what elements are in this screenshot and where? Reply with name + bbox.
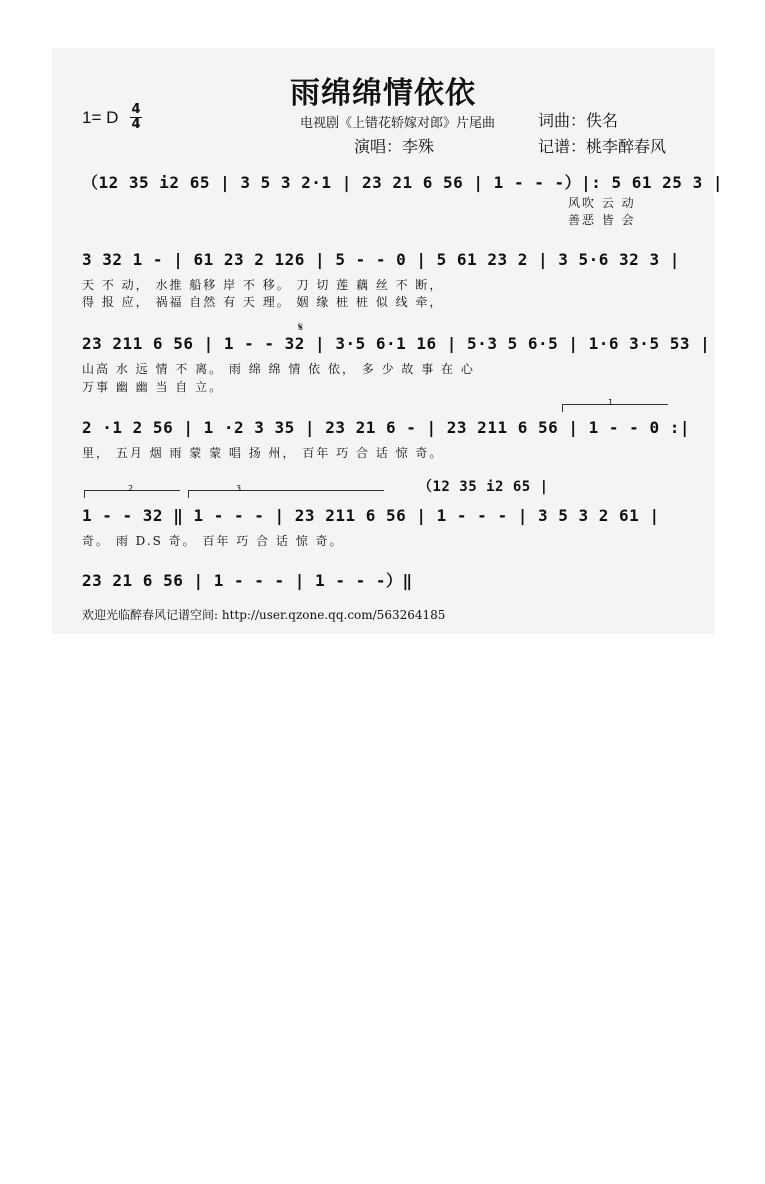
meter-top: 4 [131, 102, 141, 117]
lyricist: 词曲：佚名 [538, 111, 619, 130]
lyric-line-3-verse-2: 万事 幽 幽 当 自 立。 [82, 380, 224, 394]
interlude-notes: （12 35 i2 65 | [418, 479, 549, 495]
staff-line-1: （12 35 i2 65 | 3 5 3 2·1 | 23 21 6 56 | 1 - - -）|: 5 61 25 3 | [82, 173, 723, 192]
transcriber: 记谱：桃李醉春风 [538, 137, 667, 156]
volta-3-label: 3 [236, 484, 242, 493]
singer: 演唱：李殊 [354, 137, 435, 156]
subtitle: 电视剧《上错花轿嫁对郎》片尾曲 [300, 116, 496, 131]
staff-line-4: 2 ·1 2 56 | 1 ·2 3 35 | 23 21 6 - | 23 211 6 56 | 1 - - 0 :| [82, 418, 690, 437]
lyric-line-4: 里， 五月 烟 雨 蒙 蒙 唱 扬 州， 百年 巧 合 话 惊 奇。 [82, 446, 444, 460]
score-sheet [52, 48, 723, 634]
segno-sign: 𝄋 [298, 320, 304, 334]
footer-link[interactable]: 欢迎光临醉春风记谱空间: http://user.qzone.qq.com/563264185 [82, 608, 446, 622]
lyric-line-2-verse-1: 天 不 动， 水推 船移 岸 不 移。 刀 切 莲 藕 丝 不 断， [82, 278, 444, 292]
lyric-line-5: 奇。 雨 D.S 奇。 百年 巧 合 话 惊 奇。 [82, 534, 344, 548]
song-title: 雨绵绵情依依 [290, 76, 476, 111]
lyric-line-3-verse-1: 山高 水 远 情 不 离。 雨 绵 绵 情 依 依， 多 少 故 事 在 心 [82, 362, 475, 376]
staff-line-2: 3 32 1 - | 61 23 2 126 | 5 - - 0 | 5 61 23 2 | 3 5·6 32 3 | [82, 250, 680, 269]
lyric-line-2-verse-2: 得 报 应， 祸福 自然 有 天 理。 姻 缘 桩 桩 似 线 牵， [82, 295, 444, 309]
meter-bottom: 4 [131, 117, 141, 132]
time-signature [130, 104, 142, 131]
volta-2-label: 2 [128, 484, 134, 493]
staff-line-5: 1 - - 32 ‖ 1 - - - | 23 211 6 56 | 1 - - - | 3 5 3 2 61 | [82, 506, 660, 525]
staff-line-3: 23 211 6 56 | 1 - - 32 | 3·5 6·1 16 | 5·3 5 6·5 | 1·6 3·5 53 | [82, 334, 711, 353]
staff-line-6: 23 21 6 56 | 1 - - - | 1 - - -）‖ [82, 571, 413, 590]
volta-1-label: 1 [608, 398, 614, 407]
key-signature: 1= D [82, 108, 119, 127]
lyric-line-1-verse-2: 善恶 皆 会 [568, 213, 636, 227]
lyric-line-1-verse-1: 风吹 云 动 [568, 196, 636, 210]
